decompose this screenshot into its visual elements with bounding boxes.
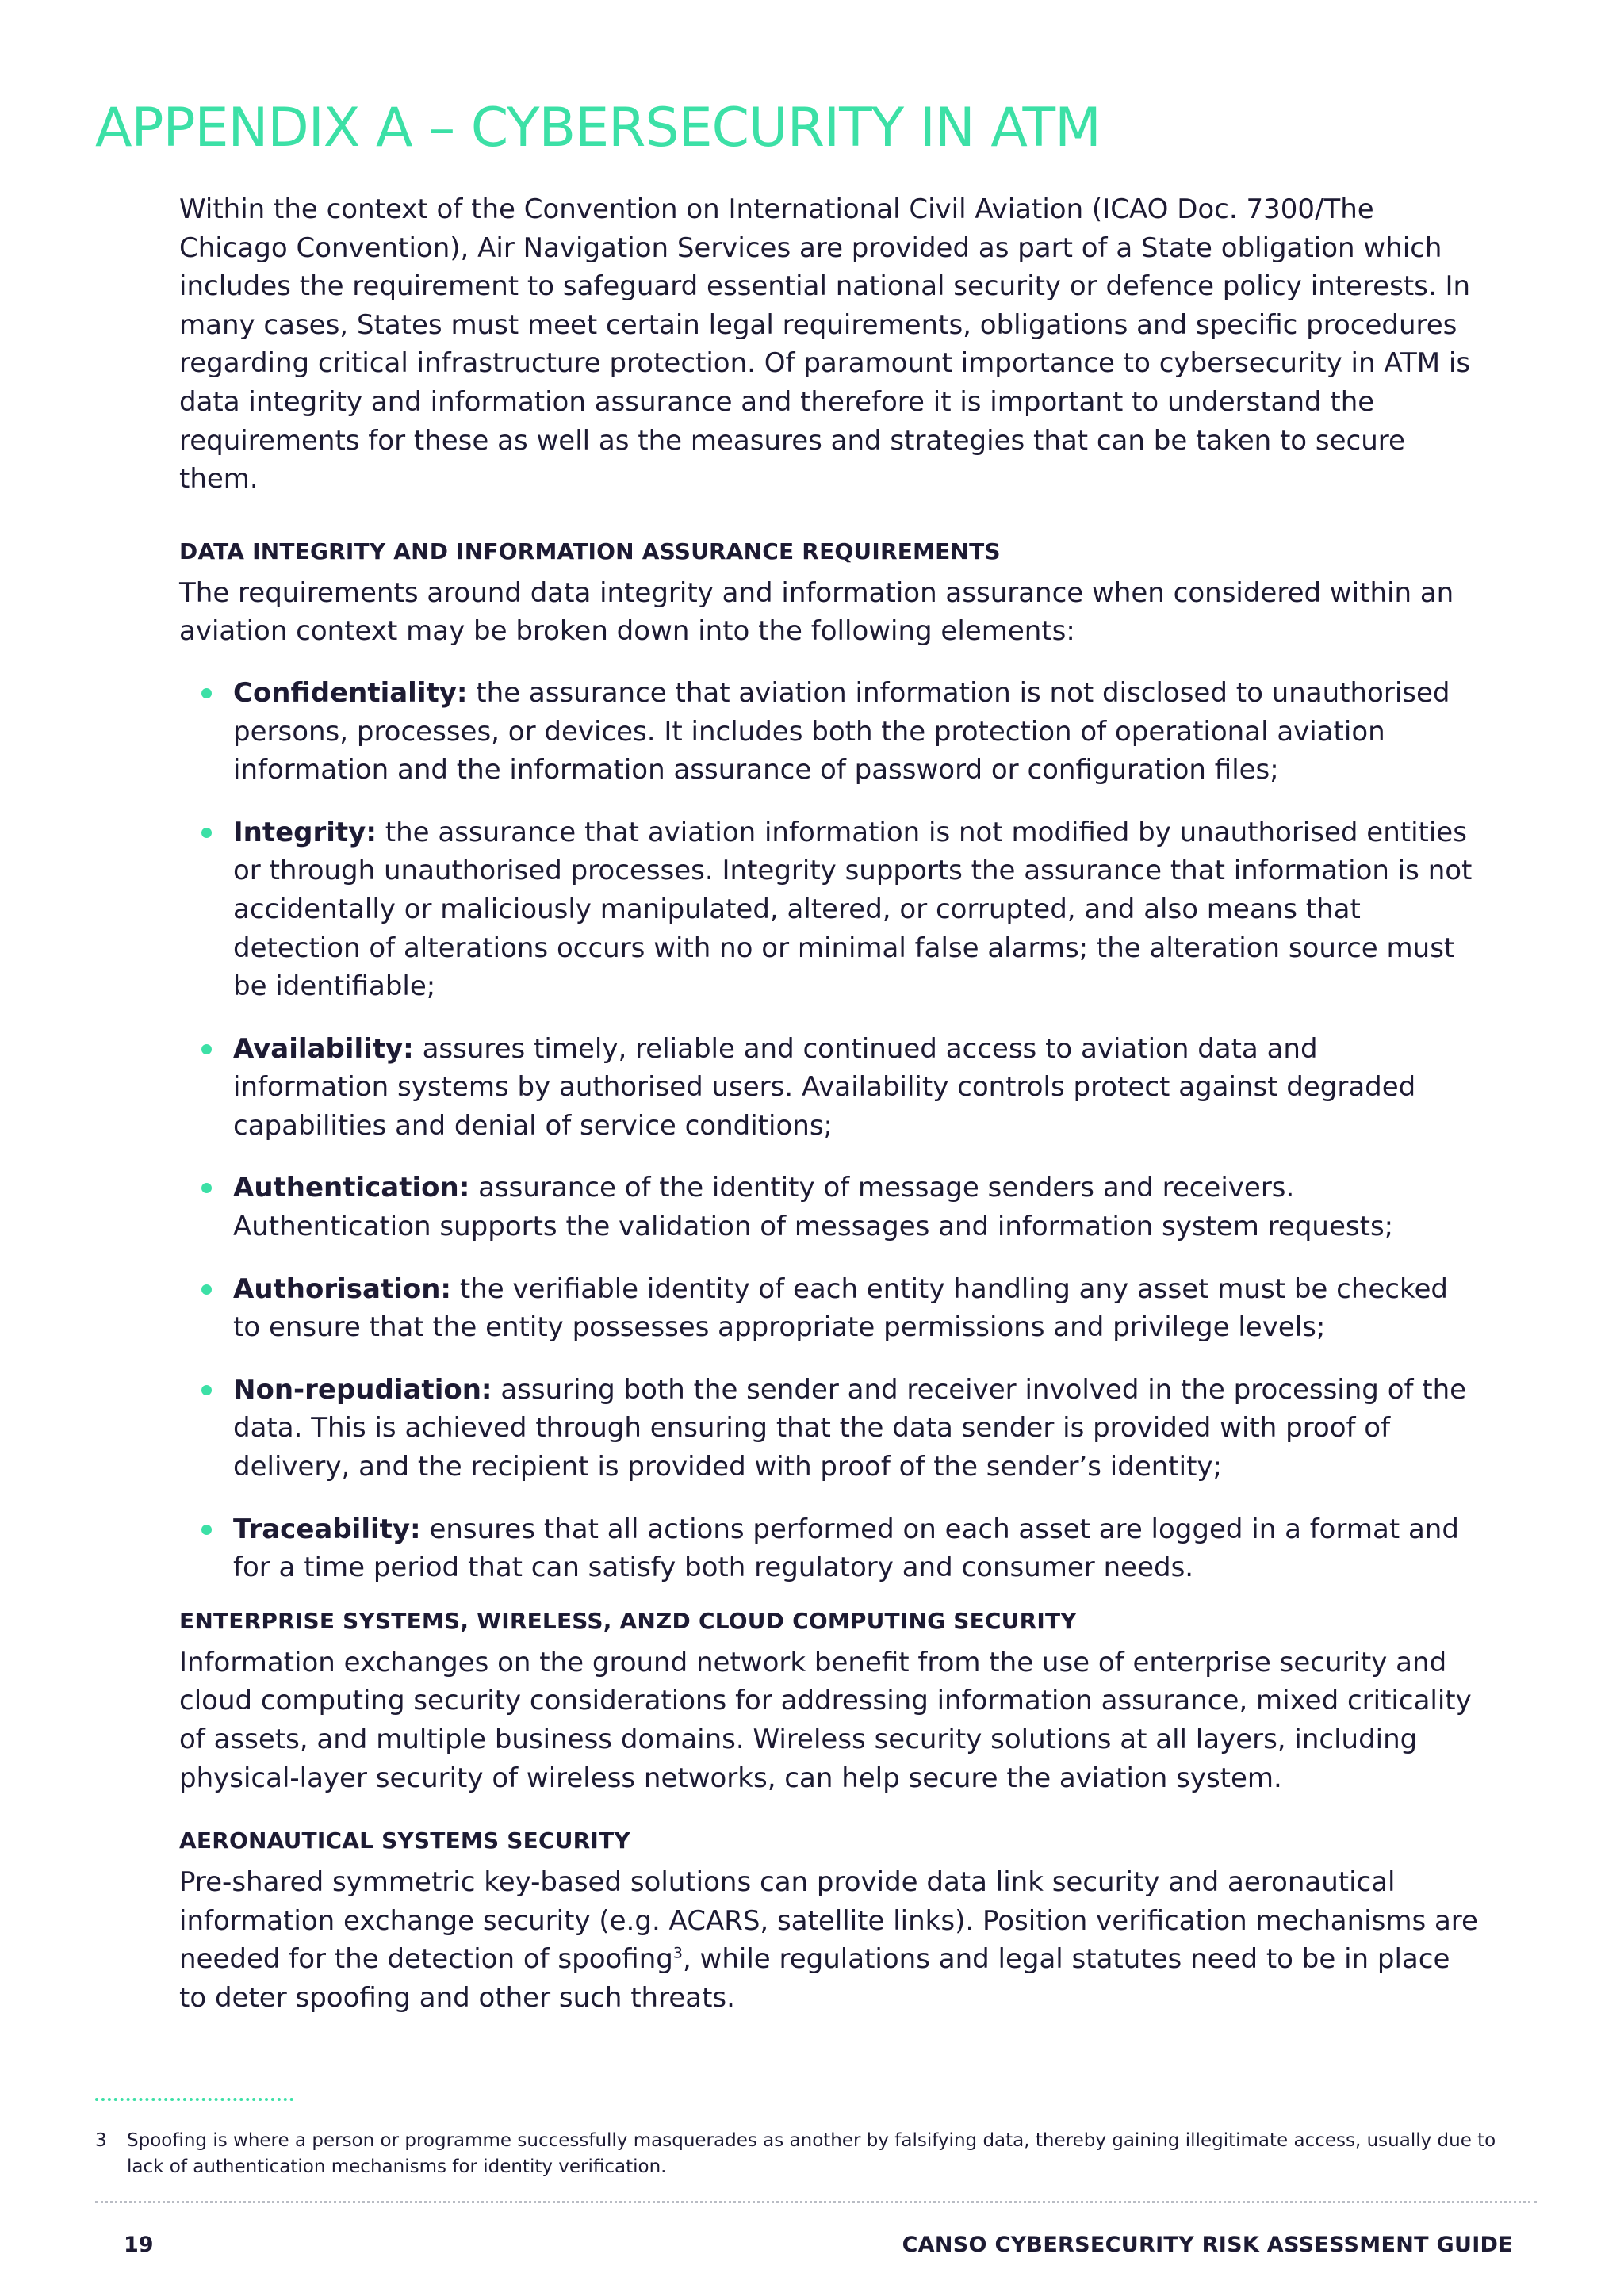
- bullet-dot-icon: [201, 828, 212, 838]
- list-item: [179, 813, 1480, 1006]
- term-label: Non-repudiation:: [233, 1373, 492, 1406]
- term-label: Integrity:: [233, 816, 377, 848]
- term-description: assuring both the sender and receiver involved in the processing of the data. This is achieved through ensuring that the data sender is provided with proof of delivery, and the recipient is provided with proof of the sender’s identity;: [233, 1373, 1467, 1483]
- list-item: [179, 1270, 1480, 1347]
- term-label: Authentication:: [233, 1172, 470, 1204]
- term-description: assurance of the identity of message senders and receivers. Authentication supports the validation of messages and information system requests;: [233, 1172, 1394, 1243]
- term-description: assures timely, reliable and continued access to aviation data and information systems by authorised users. Availability controls protect against degraded capabilities and denial of service conditions;: [233, 1032, 1416, 1142]
- term-label: Traceability:: [233, 1513, 421, 1545]
- page-number: 19: [124, 2233, 154, 2257]
- bullet-dot-icon: [201, 1183, 212, 1193]
- footnote-divider: [95, 2098, 293, 2101]
- main-content: [179, 190, 1480, 2018]
- footnote: [95, 2128, 1538, 2180]
- list-item: [179, 1510, 1480, 1587]
- section3-text-part1: Pre-shared symmetric key-based solutions can provide data link security and aeronautical information exchange security (e.g. ACARS, satellite links). Position verification mechanisms are needed for the detection of spoofing: [179, 1866, 1478, 1976]
- bullet-dot-icon: [201, 688, 212, 698]
- intro-paragraph: Within the context of the Convention on International Civil Aviation (ICAO Doc. 7300/The Chicago Convention), Air Navigation Services are provided as part of a State obligation which includes the requirement to safeguard essential national security or defence policy interests. In many cases, States must meet certain legal requirements, obligations and specific procedures regarding critical infrastructure protection. Of paramount importance to cybersecurity in ATM is data integrity and information assurance and therefore it is important to understand the requirements for these as well as the measures and strategies that can be taken to secure them.: [179, 193, 1471, 496]
- section-heading-aeronautical-systems: AERONAUTICAL SYSTEMS SECURITY: [179, 1827, 630, 1854]
- term-label: Confidentiality:: [233, 676, 468, 709]
- list-item: [179, 1169, 1480, 1246]
- footnote-number: 3: [95, 2130, 107, 2151]
- term-description: ensures that all actions performed on each asset are logged in a format and for a time period that can satisfy both regulatory and consumer needs.: [233, 1513, 1459, 1584]
- footer-guide-title: CANSO CYBERSECURITY RISK ASSESSMENT GUIDE: [902, 2233, 1513, 2257]
- term-description: the assurance that aviation information is not modified by unauthorised entities or through unauthorised processes. Integrity supports the assurance that information is not accidentally or maliciously manipulated, altered, or corrupted, and also means that detection of alterations occurs with no or minimal false alarms; the alteration source must be identifiable;: [233, 816, 1473, 1003]
- footer-divider: [95, 2201, 1537, 2203]
- section3-text-part2: , while regulations and legal statutes need to be in place to deter spoofing and other such threats.: [179, 1943, 1450, 2014]
- page-title: APPENDIX A – CYBERSECURITY IN ATM: [95, 97, 1101, 159]
- bullet-dot-icon: [201, 1284, 212, 1295]
- footnote-text: Spoofing is where a person or programme successfully masquerades as another by falsifying data, thereby gaining illegitimate access, usually due to lack of authentication mechanisms for identity verification.: [127, 2130, 1496, 2177]
- term-description: the verifiable identity of each entity handling any asset must be checked to ensure that the entity possesses appropriate permissions and privilege levels;: [233, 1272, 1448, 1344]
- list-item: [179, 1030, 1480, 1146]
- bullet-dot-icon: [201, 1525, 212, 1535]
- term-label: Availability:: [233, 1032, 414, 1065]
- section3-paragraph: [179, 1863, 1480, 2017]
- section1-lead-paragraph: The requirements around data integrity and information assurance when considered within an aviation context may be broken down into the following elements:: [179, 576, 1454, 648]
- footnote-reference[interactable]: 3: [672, 1945, 683, 1963]
- term-label: Authorisation:: [233, 1272, 452, 1305]
- list-item: [179, 674, 1480, 790]
- section-heading-data-integrity: DATA INTEGRITY AND INFORMATION ASSURANCE REQUIREMENTS: [179, 538, 1001, 564]
- term-description: the assurance that aviation information is not disclosed to unauthorised persons, processes, or devices. It includes both the protection of operational aviation information and the information assurance of password or configuration files;: [233, 676, 1450, 786]
- bullet-dot-icon: [201, 1385, 212, 1395]
- bullet-dot-icon: [201, 1044, 212, 1054]
- list-item: [179, 1371, 1480, 1487]
- requirements-list: [179, 674, 1480, 1587]
- section-heading-enterprise-systems: ENTERPRISE SYSTEMS, WIRELESS, ANZD CLOUD COMPUTING SECURITY: [179, 1607, 1077, 1634]
- section2-paragraph: Information exchanges on the ground network benefit from the use of enterprise security and cloud computing security considerations for addressing information assurance, mixed criticality of assets, and multiple business domains. Wireless security solutions at all layers, including physical-layer security of wireless networks, can help secure the aviation system.: [179, 1646, 1472, 1794]
